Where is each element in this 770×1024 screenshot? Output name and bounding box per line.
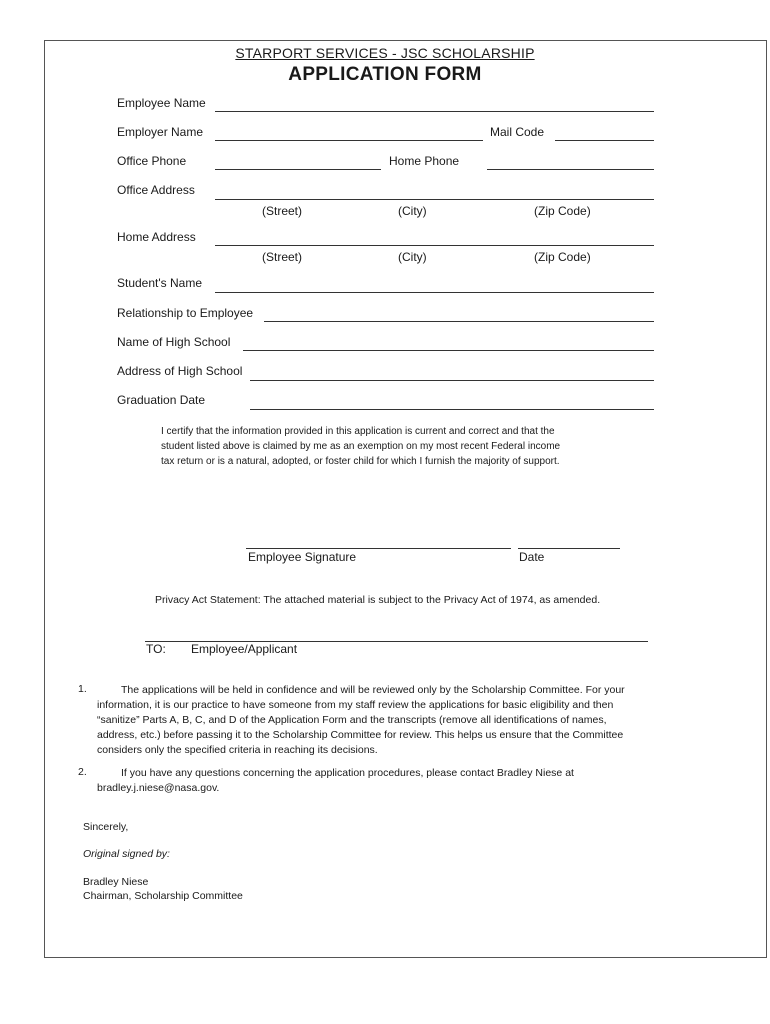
relationship-field[interactable] [264,321,654,322]
home-street-caption: (Street) [262,250,303,264]
item-2-text [97,766,574,796]
employer-name-label: Employer Name [117,125,204,139]
item-1-line: address, etc.) before passing it to the Scholarship Committee for review. This helps us ensure that the Committee [97,729,624,741]
signature-date-field[interactable] [518,548,620,549]
student-name-label: Student's Name [117,276,203,290]
signature-date-label: Date [519,550,545,564]
office-phone-field[interactable] [215,169,381,170]
graduation-date-field[interactable] [250,409,654,410]
closing-signed-by: Original signed by: [83,848,170,860]
graduation-date-label: Graduation Date [117,393,206,407]
mail-code-label: Mail Code [490,125,545,139]
closing-role: Chairman, Scholarship Committee [83,890,243,902]
office-street-caption: (Street) [262,204,303,218]
item-2-line: bradley.j.niese@nasa.gov. [97,782,220,794]
office-address-field[interactable] [215,199,654,200]
high-school-label: Name of High School [117,335,231,349]
student-name-field[interactable] [215,292,654,293]
item-2-line: If you have any questions concerning the application procedures, please contact Bradley Niese at [121,767,574,779]
item-2-number: 2. [78,766,87,778]
employee-name-field[interactable] [215,111,654,112]
employee-signature-field[interactable] [246,548,511,549]
high-school-address-field[interactable] [250,380,654,381]
home-zip-caption: (Zip Code) [534,250,591,264]
form-supertitle: STARPORT SERVICES - JSC SCHOLARSHIP [235,45,535,61]
office-zip-caption: (Zip Code) [534,204,591,218]
item-1-line: The applications will be held in confidence and will be reviewed only by the Scholarship Committee. For your [121,684,625,696]
office-city-caption: (City) [398,204,427,218]
home-phone-field[interactable] [487,169,654,170]
to-value: Employee/Applicant [191,642,298,656]
office-phone-label: Office Phone [117,154,187,168]
home-address-label: Home Address [117,230,196,244]
closing-name: Bradley Niese [83,876,149,888]
form-page-border [44,40,767,958]
privacy-statement: Privacy Act Statement: The attached material is subject to the Privacy Act of 1974, as amended. [155,594,601,606]
closing-sincerely: Sincerely, [83,821,129,833]
certify-line-2: student listed above is claimed by me as an exemption on my most recent Federal income [161,441,561,452]
certify-statement [161,424,560,469]
home-address-field[interactable] [215,245,654,246]
item-1-line: information, it is our practice to have someone from my staff review the applications for basic eligibility and then [97,699,614,711]
high-school-field[interactable] [243,350,654,351]
high-school-address-label: Address of High School [117,364,243,378]
to-label: TO: [146,642,166,656]
home-phone-label: Home Phone [389,154,460,168]
certify-line-3: tax return or is a natural, adopted, or foster child for which I furnish the majority of support. [161,456,560,467]
home-city-caption: (City) [398,250,427,264]
item-1-text [97,683,625,758]
relationship-label: Relationship to Employee [117,306,254,320]
employee-signature-label: Employee Signature [248,550,357,564]
mail-code-field[interactable] [555,140,654,141]
employee-name-label: Employee Name [117,96,206,110]
item-1-line: considers only the specified criteria in reaching its decisions. [97,744,378,756]
form-title: APPLICATION FORM [288,64,482,85]
item-1-line: “sanitize” Parts A, B, C, and D of the Application Form and the transcripts (remove all identifications of names, [97,714,607,726]
certify-line-1: I certify that the information provided in this application is current and correct and that the [161,426,555,437]
employer-name-field[interactable] [215,140,483,141]
item-1-number: 1. [78,683,87,695]
office-address-label: Office Address [117,183,195,197]
